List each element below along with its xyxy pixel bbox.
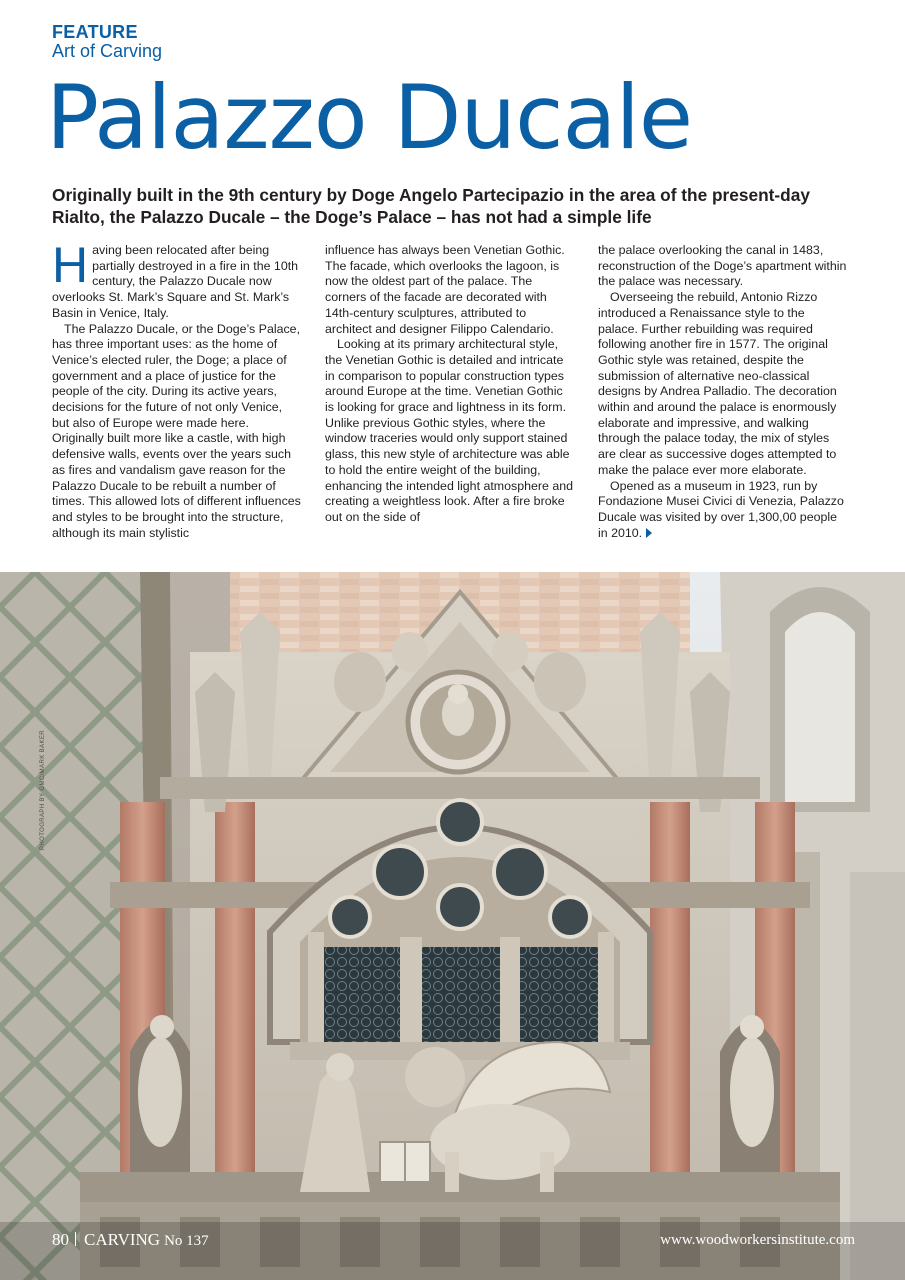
body-column-1 [52, 237, 302, 541]
divider [75, 1232, 76, 1246]
section-label: FEATURE [52, 22, 138, 42]
paragraph: Overseeing the rebuild, Antonio Rizzo introduced a Renaissance style to the palace. Further rebuilding was required following another fire in 1577. The original Gothic style was retained, despite the submission of alternative neo-classical designs by Andrea Palladio. The decoration within and around the palace is enormously elaborate and impressive, and walking through the palace today, the mix of styles are clear as successive doges attempted to make the palace ever more elaborate. [598, 290, 837, 477]
page-number: 80 [52, 1230, 69, 1249]
palazzo-photo [0, 572, 905, 1280]
paragraph: the palace overlooking the canal in 1483, reconstruction of the Doge’s apartment within the palace was necessary. [598, 243, 847, 289]
issue-number: No 137 [164, 1233, 209, 1249]
section-subtitle: Art of Carving [52, 41, 163, 61]
body-column-3 [598, 243, 848, 541]
paragraph [52, 237, 302, 322]
paragraph: influence has always been Venetian Gothic. The facade, which overlooks the lagoon, is now the oldest part of the palace. The corners of the facade are decorated with 14th-century sculptures, attributed to architect and designer Filippo Calendario. [325, 243, 565, 336]
article-body [52, 237, 848, 541]
paragraph: The Palazzo Ducale, or the Doge’s Palace, has three important uses: as the home of Venice’s elected ruler, the Doge; a place of government and a place of justice for the people of the city. During its active years, decisions for the future of not only Venice, but also of Europe were made here. Originally built more like a castle, with high defensive walls, events over the years such as fires and vandalism gave reason for the Palazzo Ducale to be rebuilt a number of times. This allowed lots of different influences and styles to be brought into the structure, although its main stylistic [52, 321, 301, 540]
palazzo-facade-illustration [0, 572, 905, 1280]
website-link[interactable]: www.woodworkersinstitute.com [660, 1232, 855, 1248]
paragraph-text: aving been relocated after being partially destroyed in a fire in the 10th century, the Palazzo Ducale now overlooks St. Mark’s Square and St. Mark’s Basin in Venice, Italy. [52, 243, 299, 320]
drop-cap: H [52, 237, 89, 293]
paragraph-text: Opened as a museum in 1923, run by Fondazione Musei Civici di Venezia, Palazzo Ducale was visited by over 1,300,00 people in 2010. [598, 478, 844, 540]
article-standfirst: Originally built in the 9th century by Doge Angelo Partecipazio in the area of the present-day Rialto, the Palazzo Ducale – the Doge’s Palace – has not had a simple life [52, 185, 810, 227]
photo-credit: PHOTOGRAPH BY GMC/MARK BAKER [40, 730, 46, 850]
end-of-article-icon [646, 528, 652, 538]
paragraph [598, 479, 848, 542]
magazine-name: CARVING [84, 1230, 161, 1249]
article-title: Palazzo Ducale [46, 66, 693, 169]
paragraph: Looking at its primary architectural style, the Venetian Gothic is detailed and intricate in comparison to popular construction types around Europe at the time. Venetian Gothic is looking for grace and lightness in its form. Unlike previous Gothic styles, where the window traceries would only support stained glass, this new style of architecture was able to hold the entire weight of the building, enhancing the intended light atmosphere and creating a weightless look. After a fire broke out on the side of [325, 337, 574, 524]
page-footer [52, 1230, 209, 1250]
body-column-2 [325, 243, 575, 541]
